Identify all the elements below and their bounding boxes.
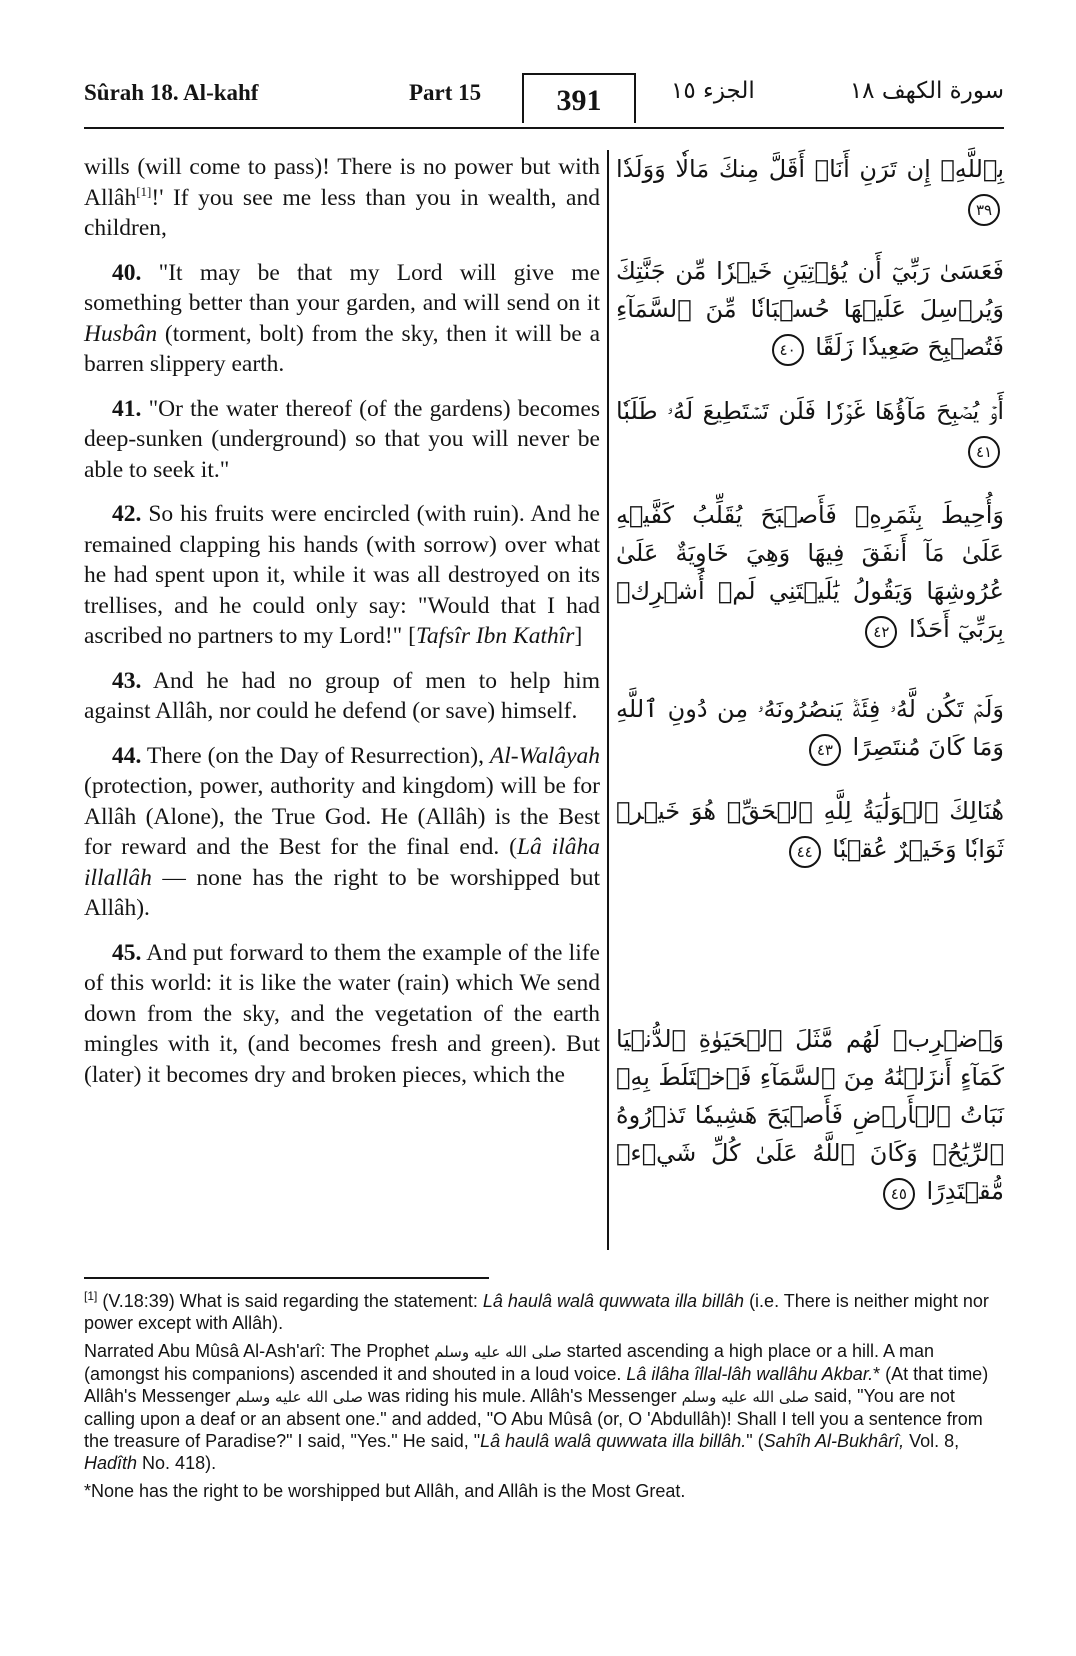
arabic-verse-43 bbox=[616, 690, 1004, 766]
footnote-text: No. 418). bbox=[137, 1453, 217, 1473]
arabic-text: وَٱضۡرِبۡ لَهُم مَّثَلَ ٱلۡحَيَوٰةِ ٱلدُّنۡيَا كَمَآءٍ أَنزَلۡنَٰهُ مِنَ ٱلسَّمَآءِ فَٱخۡتَلَطَ بِهِۦ نَبَاتُ ٱلۡأَرۡضِ فَأَصۡبَحَ هَشِيمٗا تَذۡرُوهُ ٱلرِّيَٰحُۗ وَكَانَ ٱللَّهُ عَلَىٰ كُلِّ شَيۡءٖ مُّقۡتَدِرًا bbox=[616, 1025, 1004, 1205]
verse-number: 43. bbox=[112, 667, 142, 694]
verse-text: "It may be that my Lord will give me something better than your garden, and will send on it bbox=[84, 259, 600, 316]
footnote-text: Vol. 8, bbox=[904, 1431, 960, 1451]
footnotes bbox=[84, 1290, 1004, 1508]
salawat: صلى الله عليه وسلم bbox=[235, 1388, 364, 1406]
salawat: صلى الله عليه وسلم bbox=[681, 1388, 810, 1406]
footnote-rule bbox=[84, 1277, 489, 1279]
arabic-text: هُنَالِكَ ٱلۡوَلَٰيَةُ لِلَّهِ ٱلۡحَقِّۚ هُوَ خَيۡرٞ ثَوَابٗا وَخَيۡرٌ عُقۡبٗا bbox=[616, 797, 1004, 863]
arabic-verse-40 bbox=[616, 252, 1004, 366]
arabic-text: وَأُحِيطَ بِثَمَرِهِۦ فَأَصۡبَحَ يُقَلِّبُ كَفَّيۡهِ عَلَىٰ مَآ أَنفَقَ فِيهَا وَهِيَ خَاوِيَةٌ عَلَىٰ عُرُوشِهَا وَيَقُولُ يَٰلَيۡتَنِي لَمۡ أُشۡرِكۡ بِرَبِّيٓ أَحَدٗا bbox=[616, 501, 1004, 643]
ayah-number-marker: ٤٠ bbox=[772, 334, 804, 366]
footnote-text: Narrated Abu Mûsâ Al-Ash'arî: The Prophet bbox=[84, 1341, 435, 1361]
verse-43 bbox=[84, 666, 600, 727]
footnote-text: * (At that time) Allâh's Messenger bbox=[84, 1364, 989, 1406]
footnote-text: (i.e. There is neither might nor power except with Allâh). bbox=[84, 1291, 989, 1333]
surah-title-arabic: سورة الكهف ١٨ bbox=[849, 78, 1004, 104]
verse-text: ] bbox=[574, 623, 583, 649]
ayah-number-marker: ٤٢ bbox=[865, 616, 897, 648]
footnote-ref: [1] bbox=[136, 183, 152, 199]
footnote-narration bbox=[84, 1340, 1004, 1474]
footnote-italic: Hadîth bbox=[84, 1453, 138, 1473]
verse-42 bbox=[84, 499, 600, 652]
footnote-text: said, "You are not calling upon a deaf or an absent one." and added, "O Abu Mûsâ (or, O 'Abdullâh)! Shall I tell you a sentence from the treasure of Paradise?" I said, "Yes." He said, " bbox=[84, 1386, 983, 1451]
arabic-text: بِٱللَّهِۚ إِن تَرَنِ أَنَا۠ أَقَلَّ مِنكَ مَالٗا وَوَلَدٗا bbox=[616, 155, 1004, 183]
footnote-italic: Lâ ilâha îllal-lâh wallâhu Akbar. bbox=[626, 1364, 874, 1384]
verse-number: 42. bbox=[112, 501, 142, 527]
ayah-number-marker: ٤٣ bbox=[809, 734, 841, 766]
arabic-verse-41 bbox=[616, 392, 1004, 468]
verse-44 bbox=[84, 741, 600, 924]
footnote-italic: Lâ haulâ walâ quwwata illa billâh bbox=[482, 1291, 745, 1311]
ayah-number-marker: ٣٩ bbox=[968, 194, 1000, 226]
arabic-text: أَوۡ يُصۡبِحَ مَآؤُهَا غَوۡرٗا فَلَن تَسۡتَطِيعَ لَهُۥ طَلَبٗا bbox=[616, 397, 1004, 425]
page-header bbox=[84, 76, 1004, 130]
verse-text: There (on the Day of Resurrection), bbox=[141, 742, 490, 769]
ayah-number-marker: ٤١ bbox=[968, 436, 1000, 468]
ayah-number-marker: ٤٥ bbox=[883, 1178, 915, 1210]
footnote-text: was riding his mule. Allâh's Messenger bbox=[363, 1386, 682, 1406]
english-translation bbox=[84, 152, 600, 1104]
verse-text: "Or the water thereof (of the gardens) becomes deep-sunken (underground) so that you will never be able to seek it." bbox=[84, 395, 600, 483]
verse-text: So his fruits were encircled (with ruin). And he remained clapping his hands (with sorrow) over what he had spent upon it, while it was all destroyed on its trellises, and he could only say: "Would that I had ascribed no partners to my Lord!" [ bbox=[84, 501, 600, 649]
arabic-text: فَعَسَىٰ رَبِّيٓ أَن يُؤۡتِيَنِ خَيۡرٗا مِّن جَنَّتِكَ وَيُرۡسِلَ عَلَيۡهَا حُسۡبَانٗا مِّنَ ٱلسَّمَآءِ فَتُصۡبِحَ صَعِيدٗا زَلَقًا bbox=[616, 257, 1004, 361]
verse-italic: Husbân bbox=[84, 320, 158, 347]
verse-41 bbox=[84, 394, 600, 486]
verse-italic: Tafsîr Ibn Kathîr bbox=[415, 623, 575, 649]
footnote-1 bbox=[84, 1290, 1004, 1334]
verse-number: 41. bbox=[112, 395, 142, 422]
footnote-takbir: *None has the right to be worshipped but Allâh, and Allâh is the Most Great. bbox=[84, 1481, 686, 1501]
verse-text: — none has the right to be worshipped but Allâh). bbox=[84, 864, 600, 921]
verse-text: And put forward to them the example of the life of this world: it is like the water (rain) which We send down from the sky, and the vegetation of the earth mingles with it, (and becomes fresh and green). But (later) it becomes dry and broken pieces, which the bbox=[84, 939, 600, 1088]
column-divider bbox=[607, 150, 609, 1250]
page-number: 391 bbox=[522, 73, 636, 123]
arabic-verse-44 bbox=[616, 792, 1004, 868]
arabic-text: وَلَمۡ تَكُن لَّهُۥ فِئَةٞ يَنصُرُونَهُۥ مِن دُونِ ٱللَّهِ وَمَا كَانَ مُنتَصِرًا bbox=[616, 695, 1004, 761]
verse-number: 40. bbox=[112, 259, 142, 286]
footnote-italic: Sahîh Al-Bukhârî, bbox=[763, 1431, 905, 1451]
ayah-number-marker: ٤٤ bbox=[789, 836, 821, 868]
verse-text: !' If you see me less than you in wealth, and children, bbox=[84, 184, 600, 241]
verse-text: (protection, power, authority and kingdom) will be for Allâh (Alone), the True God. He (Allâh) is the Best for reward and the Best for the final end. ( bbox=[84, 773, 600, 860]
surah-title: Sûrah 18. Al-kahf bbox=[84, 80, 259, 105]
verse-40 bbox=[84, 258, 600, 380]
verse-45 bbox=[84, 938, 600, 1091]
arabic-verse-45 bbox=[616, 1020, 1004, 1210]
footnote-text: (V.18:39) What is said regarding the statement: bbox=[97, 1291, 483, 1311]
verse-39-cont bbox=[84, 152, 600, 244]
footnote-mark: [1] bbox=[84, 1289, 98, 1303]
verse-text: (torment, bolt) from the sky, then it will be a barren slippery earth. bbox=[84, 320, 600, 377]
header-rule bbox=[84, 127, 1004, 129]
verse-italic: Lâ ilâha illallâh bbox=[84, 834, 600, 891]
verse-text: wills (will come to pass)! There is no power but with Allâh bbox=[84, 154, 600, 211]
verse-number: 44. bbox=[112, 742, 142, 769]
salawat: صلى الله عليه وسلم bbox=[434, 1343, 562, 1361]
verse-number: 45. bbox=[112, 939, 142, 966]
footnote-italic: Lâ haulâ walâ quwwata illa billâh. bbox=[480, 1431, 747, 1451]
footnote-text: " ( bbox=[746, 1431, 764, 1451]
juz-label-arabic: الجزء ١٥ bbox=[671, 78, 755, 104]
part-label: Part 15 bbox=[409, 80, 482, 105]
arabic-verse-42 bbox=[616, 496, 1004, 648]
arabic-verse-39 bbox=[616, 150, 1004, 226]
footnote-text: started ascending a high place or a hill. A man (amongst his companions) ascended it and shouted in a loud voice. bbox=[84, 1341, 935, 1384]
verse-text: And he had no group of men to help him against Allâh, nor could he defend (or save) himself. bbox=[84, 667, 600, 724]
verse-italic: Al-Walâyah bbox=[489, 742, 600, 769]
